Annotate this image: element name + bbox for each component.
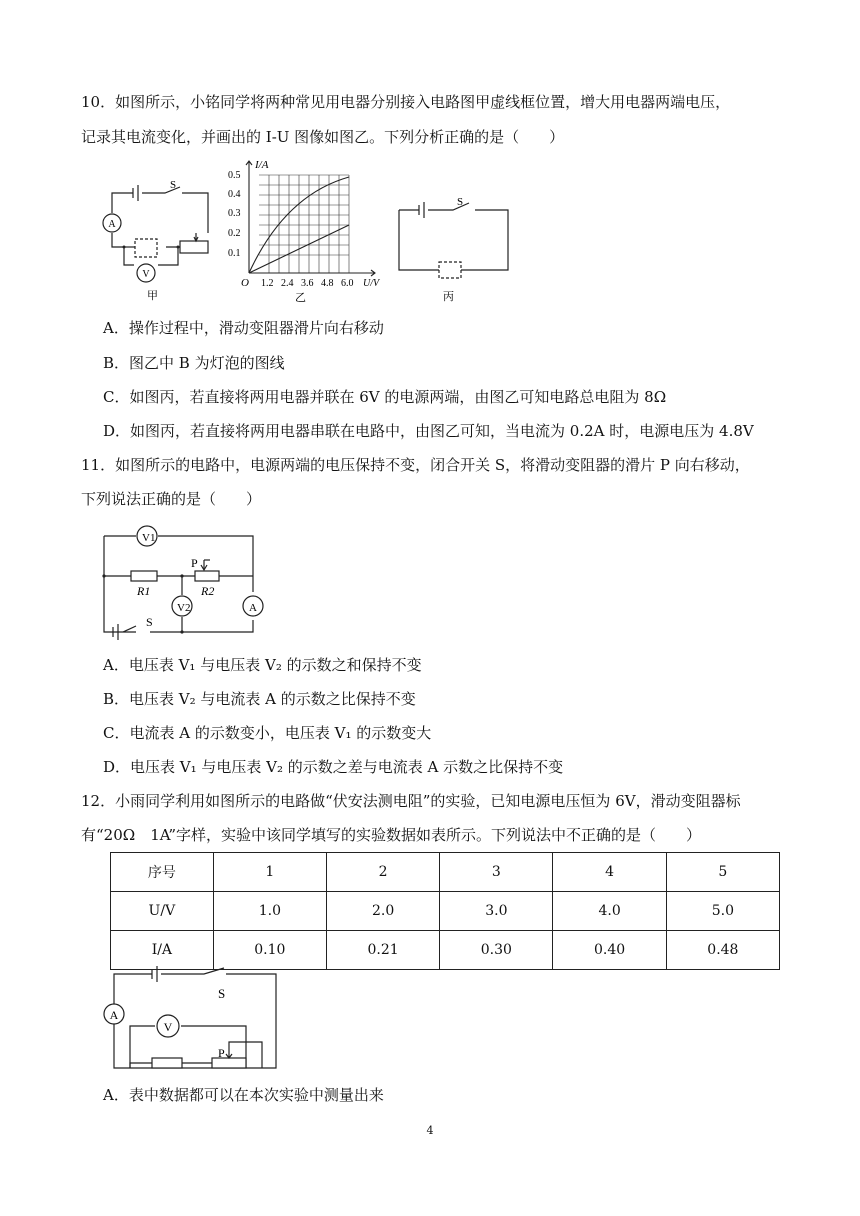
table-cell: 3.0 — [440, 892, 553, 931]
q12-option-a[interactable]: A．表中数据都可以在本次实验中测量出来 — [103, 1086, 384, 1104]
q10-y-tick: 0.2 — [228, 228, 241, 239]
q10-voltmeter-label: V — [142, 269, 150, 280]
q10-ammeter-label: A — [108, 219, 116, 230]
table-cell: U/V — [111, 892, 214, 931]
table-cell: 0.10 — [213, 931, 326, 970]
q10-origin-label: O — [241, 277, 249, 289]
q10-x-tick: 6.0 — [341, 278, 354, 289]
q10-x-tick: 3.6 — [301, 278, 314, 289]
q10-x-tick: 4.8 — [321, 278, 334, 289]
table-cell: 序号 — [111, 853, 214, 892]
table-cell: 0.30 — [440, 931, 553, 970]
q12-switch-label: S — [218, 986, 226, 1001]
table-row — [111, 853, 780, 892]
q11-circuit-figure — [98, 520, 268, 640]
q10-option-a[interactable]: A．操作过程中，滑动变阻器滑片向右移动 — [103, 319, 384, 337]
q12-p-label: P — [218, 1046, 225, 1060]
q11-option-d[interactable]: D．电压表 V₁ 与电压表 V₂ 的示数之差与电流表 A 示数之比保持不变 — [103, 758, 564, 776]
q10-y-tick: 0.5 — [228, 170, 241, 181]
q10-bing-switch-label: S — [457, 196, 464, 208]
q11-ammeter-label: A — [249, 602, 257, 614]
q10-y-tick: 0.3 — [228, 208, 241, 219]
table-row — [111, 931, 780, 970]
q10-figure-jia — [100, 175, 215, 305]
q10-x-tick: 1.2 — [261, 278, 274, 289]
q10-y-axis-label: I/A — [255, 159, 269, 171]
table-cell: 3 — [440, 853, 553, 892]
q11-stem-line-2: 下列说法正确的是（ ） — [81, 490, 262, 508]
table-cell: 1.0 — [213, 892, 326, 931]
q10-x-tick: 2.4 — [281, 278, 294, 289]
q10-switch-label: S — [170, 179, 177, 191]
q12-stem-line-2: 有“20Ω 1A”字样，实验中该同学填写的实验数据如表所示。下列说法中不正确的是（ ） — [81, 826, 702, 844]
q10-option-c[interactable]: C．如图丙，若直接将两用电器并联在 6V 的电源两端，由图乙可知电路总电阻为 8Ω — [103, 388, 667, 406]
q10-yi-label: 乙 — [295, 292, 306, 304]
table-cell: I/A — [111, 931, 214, 970]
table-cell: 5.0 — [666, 892, 779, 931]
q11-r1-label: R1 — [137, 584, 151, 598]
q10-y-tick: 0.4 — [228, 189, 241, 200]
q11-r2-label: R2 — [201, 584, 215, 598]
q11-option-c[interactable]: C．电流表 A 的示数变小，电压表 V₁ 的示数变大 — [103, 724, 432, 742]
page-number: 4 — [426, 1124, 434, 1137]
table-cell: 0.48 — [666, 931, 779, 970]
q10-bing-label: 丙 — [443, 291, 454, 303]
q10-jia-label: 甲 — [147, 290, 158, 302]
q11-stem-line-1: 11．如图所示的电路中，电源两端的电压保持不变，闭合开关 S，将滑动变阻器的滑片 P 向右移动， — [81, 456, 750, 474]
q10-x-axis-label: U/V — [363, 278, 380, 289]
table-cell: 5 — [666, 853, 779, 892]
q10-figure-bing — [395, 192, 515, 307]
q10-option-d[interactable]: D．如图丙，若直接将两用电器串联在电路中，由图乙可知，当电流为 0.2A 时，电源电压为 4.8V — [103, 422, 754, 440]
table-cell: 4 — [553, 853, 666, 892]
table-cell: 0.40 — [553, 931, 666, 970]
table-cell: 0.21 — [326, 931, 439, 970]
q10-figure-yi-graph — [225, 155, 395, 305]
q12-ammeter-label: A — [109, 1008, 119, 1022]
q11-v1-label: V1 — [142, 532, 156, 544]
q12-circuit-figure — [100, 966, 280, 1074]
table-row — [111, 892, 780, 931]
table-cell: 2 — [326, 853, 439, 892]
q12-voltmeter-label: V — [163, 1020, 173, 1034]
q12-data-table — [110, 852, 780, 970]
q10-stem-line-1: 10．如图所示，小铭同学将两种常见用电器分别接入电路图甲虚线框位置，增大用电器两端电压， — [81, 93, 731, 111]
q10-stem-line-2: 记录其电流变化，并画出的 I-U 图像如图乙。下列分析正确的是（ ） — [81, 128, 565, 146]
q11-p-label: P — [191, 556, 198, 570]
table-cell: 1 — [213, 853, 326, 892]
q11-switch-label: S — [146, 615, 153, 629]
q10-option-b[interactable]: B．图乙中 B 为灯泡的图线 — [103, 354, 285, 372]
q11-option-a[interactable]: A．电压表 V₁ 与电压表 V₂ 的示数之和保持不变 — [103, 656, 422, 674]
table-cell: 4.0 — [553, 892, 666, 931]
q11-v2-label: V2 — [177, 602, 191, 614]
table-cell: 2.0 — [326, 892, 439, 931]
q12-stem-line-1: 12．小雨同学利用如图所示的电路做“伏安法测电阻”的实验，已知电源电压恒为 6V，滑动变阻器标 — [81, 792, 741, 810]
q11-option-b[interactable]: B．电压表 V₂ 与电流表 A 的示数之比保持不变 — [103, 690, 416, 708]
q10-y-tick: 0.1 — [228, 248, 241, 259]
